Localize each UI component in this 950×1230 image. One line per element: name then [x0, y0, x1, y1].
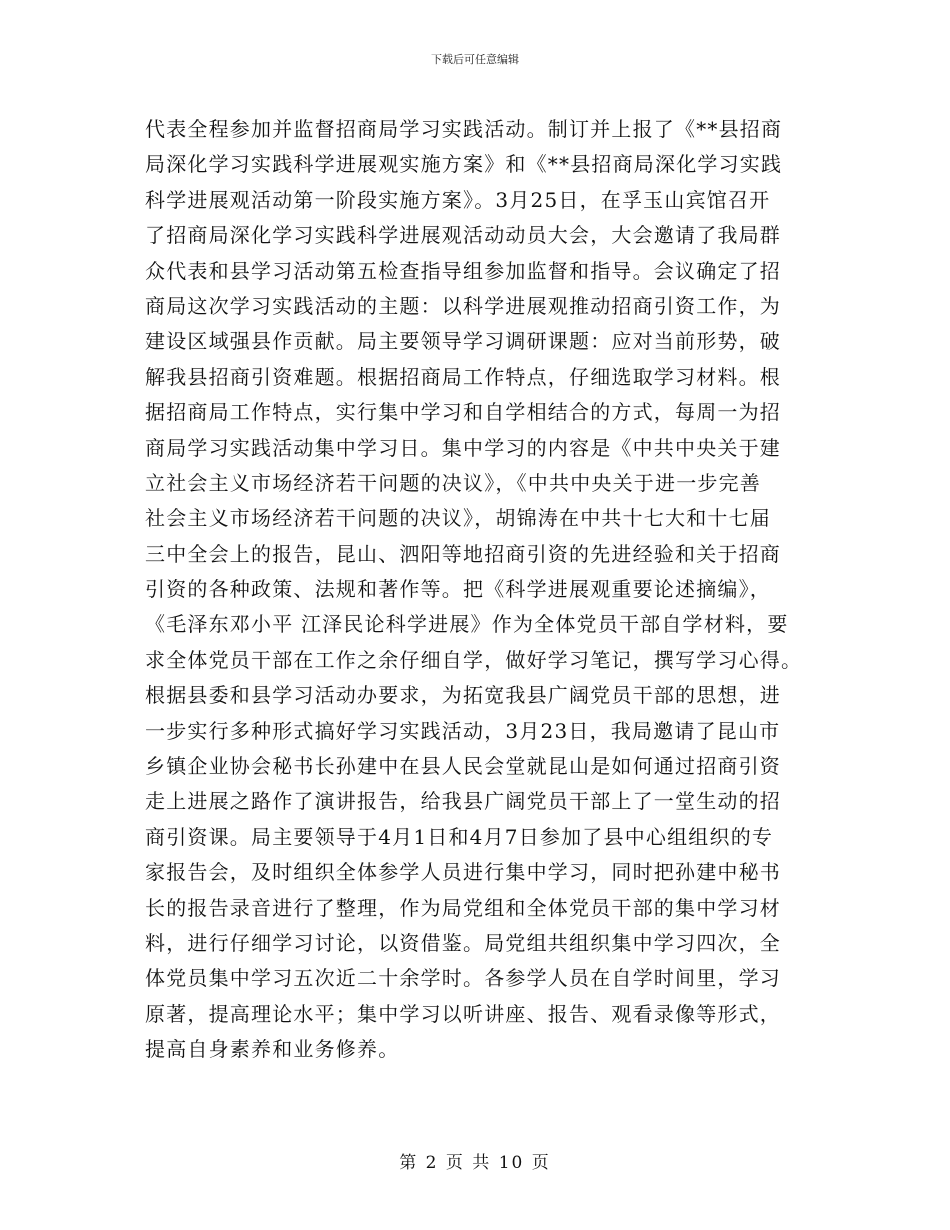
- text-line: 料，进行仔细学习讨论，以资借鉴。局党组共组织集中学习四次，全: [145, 930, 781, 955]
- text-line: 商局这次学习实践活动的主题：以科学进展观推动招商引资工作，为: [145, 293, 781, 318]
- text-line: 建设区域强县作贡献。局主要领导学习调研课题：应对当前形势，破: [145, 329, 781, 354]
- text-line: 解我县招商引资难题。根据招商局工作特点，仔细选取学习材料。根: [145, 364, 781, 389]
- text-line: 长的报告录音进行了整理，作为局党组和全体党员干部的集中学习材: [145, 895, 781, 920]
- text-line: 立社会主义市场经济若干问题的决议》，《中共中央关于进一步完善: [145, 470, 761, 495]
- text-line: 原著，提高理论水平；集中学习以听讲座、报告、观看录像等形式，: [145, 1001, 781, 1026]
- text-line: 提高自身素养和业务修养。: [145, 1037, 400, 1062]
- text-line: 体党员集中学习五次近二十余学时。各参学人员在自学时间里，学习: [145, 966, 781, 991]
- text-line: 乡镇企业协会秘书长孙建中在县人民会堂就昆山是如何通过招商引资: [145, 754, 781, 779]
- text-line: 求全体党员干部在工作之余仔细自学，做好学习笔记，撰写学习心得。: [145, 647, 803, 672]
- text-line: 社会主义市场经济若干问题的决议》，胡锦涛在中共十七大和十七届: [145, 506, 771, 531]
- text-line: 商局学习实践活动集中学习日。集中学习的内容是《中共中央关于建: [145, 435, 781, 460]
- text-line: 一步实行多种形式搞好学习实践活动，3月23日，我局邀请了昆山市: [145, 718, 781, 743]
- text-line: 众代表和县学习活动第五检查指导组参加监督和指导。会议确定了招: [145, 258, 781, 283]
- page-header: 下载后可任意编辑: [431, 53, 519, 66]
- text-line: 走上进展之路作了演讲报告，给我县广阔党员干部上了一堂生动的招: [145, 789, 781, 814]
- text-line: 引资的各种政策、法规和著作等。把《科学进展观重要论述摘编》，: [145, 577, 771, 602]
- text-line: 代表全程参加并监督招商局学习实践活动。制订并上报了《**县招商: [145, 117, 783, 141]
- text-line: 局深化学习实践科学进展观实施方案》和《**县招商局深化学习实践: [145, 152, 783, 177]
- text-line: 《毛泽东邓小平 江泽民论科学进展》作为全体党员干部自学材料，要: [145, 612, 789, 637]
- text-line: 了招商局深化学习实践科学进展观活动动员大会，大会邀请了我局群: [145, 223, 781, 248]
- page-number-footer: 第 2 页 共 10 页: [399, 1153, 551, 1173]
- text-line: 根据县委和县学习活动办要求，为拓宽我县广阔党员干部的思想，进: [145, 683, 781, 708]
- text-line: 商引资课。局主要领导于4月1日和4月7日参加了县中心组组织的专: [145, 824, 774, 849]
- document-body: [145, 112, 807, 1068]
- text-line: 科学进展观活动第一阶段实施方案》。3月25日，在孚玉山宾馆召开: [145, 187, 771, 212]
- text-line: 三中全会上的报告，昆山、泗阳等地招商引资的先进经验和关于招商: [145, 541, 781, 566]
- text-line: 家报告会，及时组织全体参学人员进行集中学习，同时把孙建中秘书: [145, 860, 781, 885]
- text-line: 据招商局工作特点，实行集中学习和自学相结合的方式，每周一为招: [145, 400, 781, 425]
